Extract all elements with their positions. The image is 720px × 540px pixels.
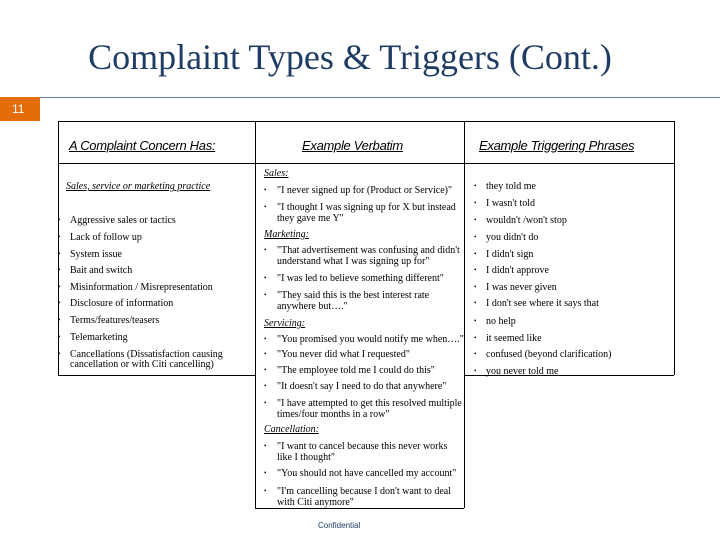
phrase-item: I wasn't told — [486, 198, 536, 209]
verbatim-item: "You should not have cancelled my account" — [277, 468, 457, 479]
phrase-item: I didn't approve — [486, 265, 549, 276]
verbatim-item-continued: with Citi anymore" — [277, 497, 354, 508]
verbatim-item-continued: like I thought" — [277, 452, 335, 463]
bullet-icon: • — [474, 250, 477, 258]
bullet-icon: • — [264, 246, 267, 254]
title-divider — [40, 97, 720, 121]
verbatim-item: "They said this is the best interest rate — [277, 290, 430, 301]
bullet-icon: • — [474, 350, 477, 358]
column-header-phrases: Example Triggering Phrases — [479, 138, 635, 153]
concern-item: Lack of follow up — [70, 232, 142, 243]
bullet-icon: • — [58, 350, 61, 358]
confidential-footer: Confidential — [318, 521, 361, 530]
phrase-item: they told me — [486, 181, 536, 192]
bullet-icon: • — [58, 266, 61, 274]
concern-item: Telemarketing — [70, 332, 128, 343]
bullet-icon: • — [58, 316, 61, 324]
slide-title: Complaint Types & Triggers (Cont.) — [88, 37, 612, 77]
concern-item: Disclosure of information — [70, 298, 174, 309]
verbatim-cancellation-label: Cancellation: — [264, 424, 319, 435]
bullet-icon: • — [474, 199, 477, 207]
verbatim-item: "You promised you would notify me when…." — [277, 334, 464, 345]
verbatim-item-continued: they gave me Y" — [277, 213, 344, 224]
verbatim-item: "You never did what I requested" — [277, 349, 410, 360]
verbatim-servicing-label: Servicing: — [264, 318, 306, 329]
verbatim-item: "The employee told me I could do this" — [277, 365, 435, 376]
bullet-icon: • — [264, 274, 267, 282]
bullet-icon: • — [58, 233, 61, 241]
bullet-icon: • — [264, 399, 267, 407]
table-right-border — [674, 121, 675, 375]
concern-item: Aggressive sales or tactics — [70, 215, 176, 226]
table-top-border — [58, 121, 674, 122]
bullet-icon: • — [474, 233, 477, 241]
concern-item: System issue — [70, 249, 122, 260]
bullet-icon: • — [264, 203, 267, 211]
verbatim-item: "It doesn't say I need to do that anywhere" — [277, 381, 447, 392]
bullet-icon: • — [474, 216, 477, 224]
phrase-item: confused (beyond clarification) — [486, 349, 612, 360]
bullet-icon: • — [474, 367, 477, 375]
verbatim-item: "I thought I was signing up for X but instead — [277, 202, 456, 213]
bullet-icon: • — [264, 487, 267, 495]
verbatim-item-continued: anywhere but…." — [277, 301, 348, 312]
phrase-item: I was never given — [486, 282, 557, 293]
bullet-icon: • — [58, 216, 61, 224]
slide-number-badge — [0, 97, 40, 121]
verbatim-item: "I have attempted to get this resolved multiple — [277, 398, 462, 409]
bullet-icon: • — [474, 317, 477, 325]
table-header-rule — [58, 163, 674, 164]
bullet-icon: • — [474, 334, 477, 342]
bullet-icon: • — [474, 299, 477, 307]
concern-heading: Sales, service or marketing practice — [66, 181, 211, 192]
bullet-icon: • — [58, 333, 61, 341]
phrase-item: it seemed like — [486, 333, 542, 344]
verbatim-sales-label: Sales: — [264, 168, 289, 179]
bullet-icon: • — [264, 291, 267, 299]
phrase-item: you didn't do — [486, 232, 539, 243]
bullet-icon: • — [58, 250, 61, 258]
bullet-icon: • — [264, 469, 267, 477]
phrase-item: no help — [486, 316, 516, 327]
verbatim-marketing-label: Marketing: — [264, 229, 309, 240]
column-header-verbatim: Example Verbatim — [302, 138, 403, 153]
bullet-icon: • — [474, 283, 477, 291]
slide-number: 11 — [12, 102, 25, 116]
phrase-item: I don't see where it says that — [486, 298, 599, 309]
column-header-concern: A Complaint Concern Has: — [69, 138, 216, 153]
bullet-icon: • — [264, 335, 267, 343]
verbatim-item: "I'm cancelling because I don't want to deal — [277, 486, 452, 497]
bullet-icon: • — [58, 299, 61, 307]
bullet-icon: • — [264, 186, 267, 194]
column-divider-2 — [464, 121, 465, 508]
bullet-icon: • — [264, 382, 267, 390]
concern-item: Misinformation / Misrepresentation — [70, 282, 213, 293]
table-bottom-border-left — [58, 375, 255, 376]
bullet-icon: • — [474, 182, 477, 190]
concern-item: Terms/features/teasers — [70, 315, 160, 326]
verbatim-item: "That advertisement was confusing and didn't — [277, 245, 460, 256]
verbatim-item-continued: understand what I was signing up for" — [277, 256, 430, 267]
phrase-item: wouldn't /won't stop — [486, 215, 567, 226]
phrase-item: I didn't sign — [486, 249, 534, 260]
bullet-icon: • — [264, 350, 267, 358]
verbatim-item-continued: times/four months in a row" — [277, 409, 390, 420]
bullet-icon: • — [58, 283, 61, 291]
concern-item: Cancellations (Dissatisfaction causing — [70, 349, 223, 360]
verbatim-item: "I never signed up for (Product or Service)" — [277, 185, 453, 196]
concern-item-continued: cancellation or with Citi cancelling) — [70, 359, 214, 370]
table-bottom-border-middle — [255, 508, 464, 509]
phrase-item: you never told me — [486, 366, 559, 377]
concern-item: Bait and switch — [70, 265, 133, 276]
column-divider-1 — [255, 121, 256, 508]
verbatim-item: "I want to cancel because this never works — [277, 441, 448, 452]
bullet-icon: • — [474, 266, 477, 274]
bullet-icon: • — [264, 366, 267, 374]
bullet-icon: • — [264, 442, 267, 450]
verbatim-item: "I was led to believe something different" — [277, 273, 444, 284]
